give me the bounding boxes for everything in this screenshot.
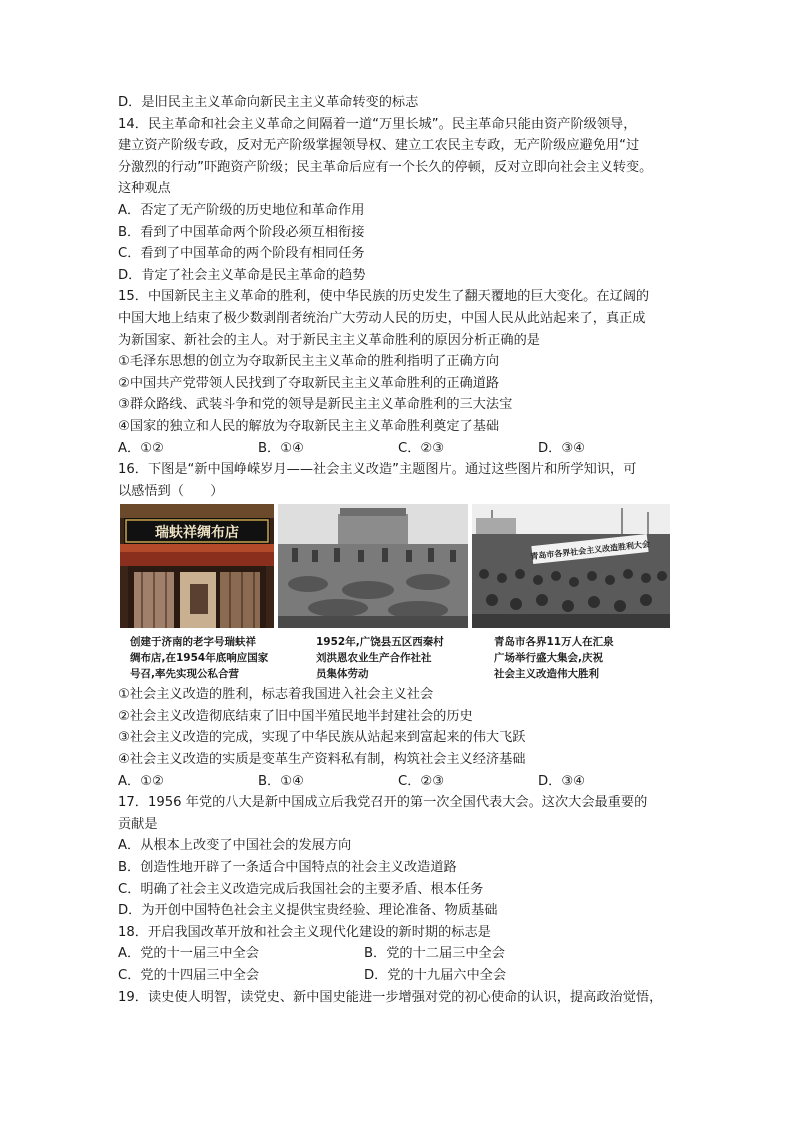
question-19-stem: 19．读史使人明智，读党史、新中国史能进一步增强对党的初心使命的认识，提高政治觉悟，	[118, 989, 663, 1005]
photo-strip	[118, 504, 678, 632]
q13-option-d: D．是旧民主主义革命向新民主主义革命转变的标志	[118, 95, 419, 110]
statement-4: ④国家的独立和人民的解放为夺取新民主主义革命胜利奠定了基础	[118, 418, 500, 434]
statement-3: ③社会主义改造的完成，实现了中华民族从站起来到富起来的伟大飞跃	[118, 730, 526, 746]
question-17	[118, 792, 678, 922]
options-row	[118, 438, 678, 460]
option-c: C．②③	[398, 440, 445, 456]
question-18	[118, 922, 678, 987]
option-d: D．③④	[538, 773, 585, 789]
option-c: C．看到了中国革命的两个阶段有相同任务	[118, 246, 365, 262]
question-stem-line: 中国大地上结束了极少数剥削者统治广大劳动人民的历史，中国人民从此站起来了，真正成	[118, 310, 646, 326]
option-b: B．①④	[258, 440, 304, 456]
options-row-1	[118, 943, 678, 965]
option-a: A．党的十一届三中全会	[118, 946, 259, 962]
question-stem-line: 以感悟到（ ）	[118, 483, 224, 499]
statement-4: ④社会主义改造的实质是变革生产资料私有制，构筑社会主义经济基础	[118, 752, 526, 768]
question-stem-line: 这种观点	[118, 181, 171, 197]
question-16	[118, 459, 678, 792]
option-a: A．①②	[118, 773, 164, 789]
photo-cooperative-labour	[278, 504, 468, 628]
store-sign-text: 瑞蚨祥绸布店	[155, 525, 239, 542]
option-d: D．党的十九届六中全会	[364, 968, 507, 983]
option-d: D．为开创中国特色社会主义提供宝贵经验、理论准备、物质基础	[118, 903, 498, 919]
question-stem-line: 15．中国新民主主义革命的胜利，使中华民族的历史发生了翻天覆地的巨大变化。在辽阔的	[118, 289, 650, 305]
photo-ruifuxiang-store	[120, 504, 274, 628]
option-b: B．①④	[258, 773, 304, 789]
option-c: C．明确了社会主义改造完成后我国社会的主要矛盾、根本任务	[118, 881, 484, 897]
caption-photo-1: 创建于济南的老字号瑞蚨祥 绸布店,在1954年底响应国家 号召,率先实现公私合营	[130, 636, 269, 681]
option-c: C．②③	[398, 773, 445, 789]
statement-1: ①毛泽东思想的创立为夺取新民主主义革命的胜利指明了正确方向	[118, 354, 500, 370]
options-row-2	[118, 965, 678, 987]
exam-page	[118, 92, 678, 1008]
option-a: A．从根本上改变了中国社会的发展方向	[118, 838, 352, 854]
question-stem-line: 分激烈的行动”吓跑资产阶级；民主革命后应有一个长久的停顿，反对立即向社会主义转变。	[118, 159, 653, 175]
statement-1: ①社会主义改造的胜利，标志着我国进入社会主义社会	[118, 687, 434, 703]
option-a: A．①②	[118, 440, 164, 456]
question-stem: 18．开启我国改革开放和社会主义现代化建设的新时期的标志是	[118, 924, 491, 940]
caption-photo-3: 青岛市各界11万人在汇泉 广场举行盛大集会,庆祝 社会主义改造伟大胜利	[494, 636, 614, 681]
option-b: B．创造性地开辟了一条适合中国特点的社会主义改造道路	[118, 860, 457, 876]
photo-captions	[118, 632, 678, 684]
statement-2: ②社会主义改造彻底结束了旧中国半殖民地半封建社会的历史	[118, 708, 473, 724]
option-a: A．否定了无产阶级的历史地位和革命作用	[118, 202, 365, 218]
option-c: C．党的十四届三中全会	[118, 968, 260, 983]
question-15	[118, 286, 678, 459]
question-stem-line: 17．1956 年党的八大是新中国成立后我党召开的第一次全国代表大会。这次大会最重要的	[118, 795, 648, 811]
option-b: B．看到了中国革命两个阶段必须互相衔接	[118, 224, 365, 240]
question-14	[118, 114, 678, 287]
option-d: D．肯定了社会主义革命是民主革命的趋势	[118, 267, 366, 283]
statement-2: ②中国共产党带领人民找到了夺取新民主主义革命胜利的正确道路	[118, 375, 500, 391]
option-b: B．党的十二届三中全会	[364, 946, 505, 962]
question-stem-line: 建立资产阶级专政，反对无产阶级掌握领导权、建立工农民主专政，无产阶级应避免用“过	[118, 138, 640, 154]
caption-photo-2: 1952年,广饶县五区西秦村 刘洪恩农业生产合作社社 员集体劳动	[316, 636, 444, 681]
question-stem-line: 为新国家、新社会的主人。对于新民主主义革命胜利的原因分析正确的是	[118, 332, 540, 348]
question-stem-line: 16．下图是“新中国峥嵘岁月——社会主义改造”主题图片。通过这些图片和所学知识，可	[118, 462, 637, 478]
question-stem-line: 14．民主革命和社会主义革命之间隔着一道“万里长城”。民主革命只能由资产阶级领导，	[118, 116, 637, 132]
rally-banner-text: 青岛市各界社会主义改造胜利大会	[530, 540, 651, 562]
photo-qingdao-rally	[472, 504, 670, 628]
question-stem-line: 贡献是	[118, 816, 158, 832]
statement-3: ③群众路线、武装斗争和党的领导是新民主主义革命胜利的三大法宝	[118, 397, 513, 413]
options-row	[118, 771, 678, 793]
option-d: D．③④	[538, 440, 585, 456]
